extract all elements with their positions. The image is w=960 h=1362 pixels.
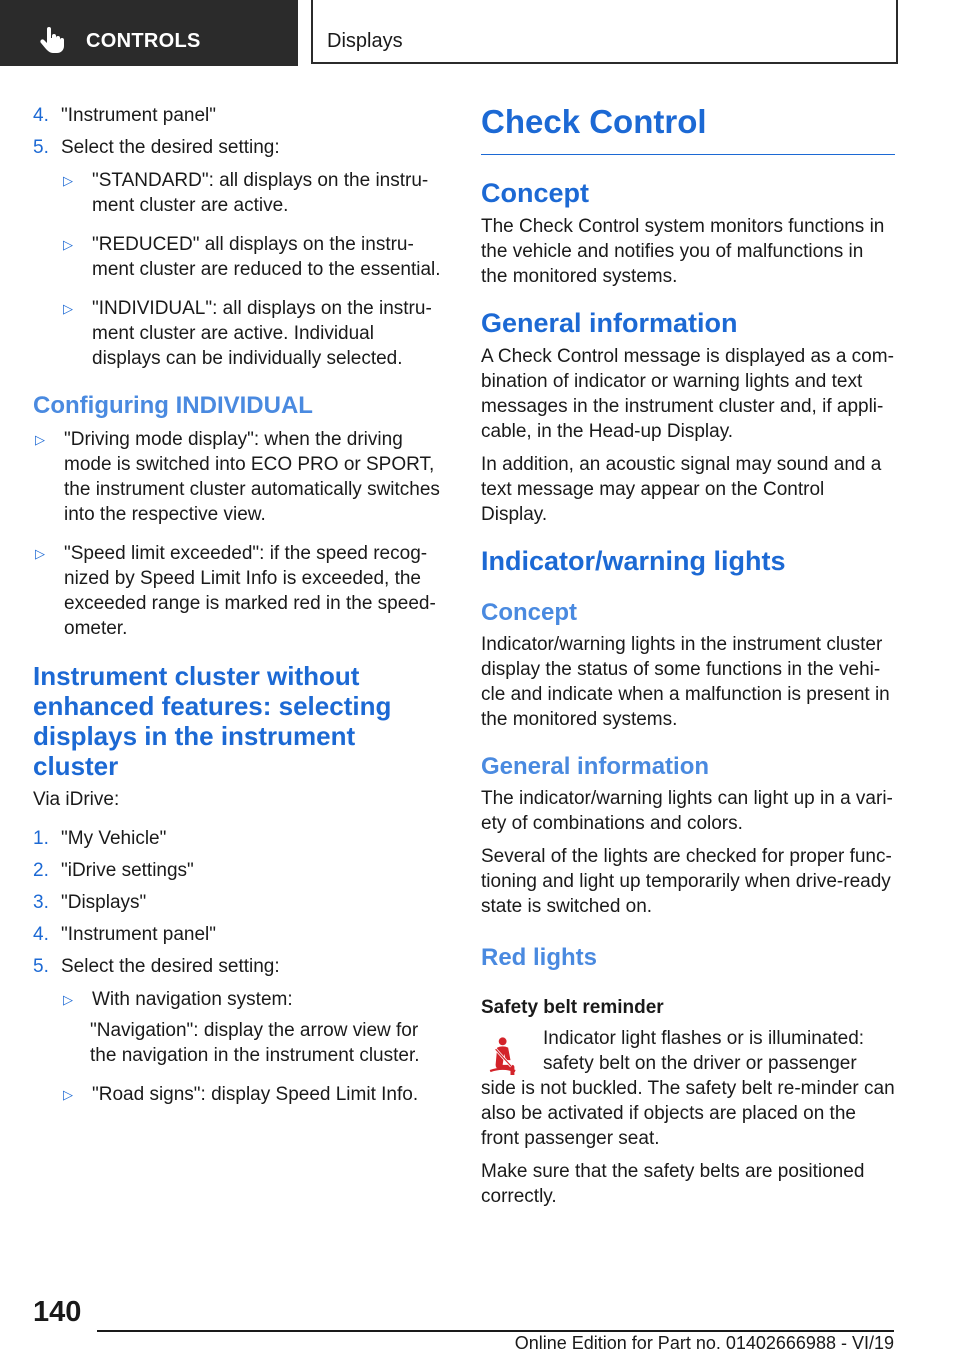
heading-concept: Concept [481, 178, 589, 208]
paragraph: In addition, an acoustic signal may sound and a text message may appear on the Control Display. [481, 454, 882, 525]
triangle-bullet-icon: ▷ [63, 992, 73, 1007]
list-item [61, 987, 445, 1012]
list-number: 4. [33, 105, 49, 126]
list-subtext: "Navigation": display the arrow view for the navigation in the instrument cluster. [90, 1020, 420, 1066]
list-text: "iDrive settings" [61, 860, 194, 881]
edition-text: Online Edition for Part no. 01402666988 - VI/19 [514, 1333, 894, 1353]
footer-divider [97, 1330, 894, 1332]
page-number: 140 [33, 1296, 82, 1328]
paragraph: Make sure that the safety belts are positioned correctly. [481, 1161, 865, 1207]
heading-instrument-cluster: Instrument cluster without enhanced features: selecting displays in the instrument cluster [33, 661, 392, 781]
list-number: 1. [33, 828, 49, 849]
list-number: 5. [33, 137, 49, 158]
paragraph: The Check Control system monitors functions in the vehicle and notifies you of malfunctions in the monitored systems. [481, 216, 885, 287]
list-number: 3. [33, 892, 49, 913]
heading-lights-concept: Concept [481, 599, 577, 626]
list-text: "Instrument panel" [61, 924, 217, 945]
right-column [481, 100, 895, 1209]
numbered-list [33, 826, 445, 979]
list-text: "Displays" [61, 892, 147, 913]
heading-general-information: General information [481, 308, 738, 338]
list-number: 2. [33, 860, 49, 881]
list-item [33, 890, 445, 915]
chapter-label: CONTROLS [86, 30, 201, 52]
numbered-list [33, 103, 445, 160]
list-item [33, 858, 445, 883]
paragraph: Several of the lights are checked for proper func-tioning and light up temporarily when drive-ready state is switched on. [481, 846, 892, 917]
list-item [61, 168, 445, 218]
list-text: "STANDARD": all displays on the instru-ment cluster are active. [92, 170, 429, 216]
page-title: Check Control [481, 100, 895, 155]
triangle-bullet-icon: ▷ [35, 432, 45, 447]
paragraph: A Check Control message is displayed as a com-bination of indicator or warning lights and text messages in the instrument cluster and, if appli-cable, in the Head-up Display. [481, 346, 894, 442]
list-item [33, 135, 445, 160]
heading-configuring-individual: Configuring INDIVIDUAL [33, 392, 313, 419]
paragraph: Indicator light flashes or is illuminated: safety belt on the driver or passenger side is not buckled. The safety belt re-minder can also be activated if objects are placed on the front passenger seat. [481, 1028, 895, 1149]
bullet-list [33, 987, 445, 1012]
triangle-bullet-icon: ▷ [35, 546, 45, 561]
paragraph: The indicator/warning lights can light up in a vari-ety of combinations and colors. [481, 788, 893, 834]
heading-safety-belt-reminder: Safety belt reminder [481, 997, 664, 1018]
list-item [61, 296, 445, 371]
list-text: "INDIVIDUAL": all displays on the instru-ment cluster are active. Individual displays can be individually selected. [92, 298, 432, 369]
hand-pointer-icon [38, 26, 66, 54]
list-text: "Instrument panel" [61, 105, 217, 126]
list-text: "Speed limit exceeded": if the speed recog-nized by Speed Limit Info is exceeded, the exceeded range is marked red in the speed-ometer. [64, 543, 436, 639]
seatbelt-warning-icon [487, 1031, 523, 1083]
list-item [33, 922, 445, 947]
section-title: Displays [327, 30, 403, 52]
list-number: 4. [33, 924, 49, 945]
list-text: "Road signs": display Speed Limit Info. [92, 1084, 419, 1105]
list-item [33, 954, 445, 979]
bullet-list [33, 168, 445, 371]
list-text: Select the desired setting: [61, 137, 280, 158]
list-item [61, 1082, 445, 1107]
heading-indicator-warning-lights: Indicator/warning lights [481, 546, 786, 576]
triangle-bullet-icon: ▷ [63, 301, 73, 316]
triangle-bullet-icon: ▷ [63, 173, 73, 188]
via-idrive: Via iDrive: [33, 789, 120, 810]
bullet-list [33, 1082, 445, 1107]
heading-red-lights: Red lights [481, 944, 598, 971]
list-number: 5. [33, 956, 49, 977]
list-text: Select the desired setting: [61, 956, 280, 977]
triangle-bullet-icon: ▷ [63, 237, 73, 252]
list-item [61, 232, 445, 282]
list-item [33, 541, 445, 641]
list-text: "Driving mode display": when the driving mode is switched into ECO PRO or SPORT, the instrument cluster automatically switches into the respective view. [64, 429, 440, 525]
triangle-bullet-icon: ▷ [63, 1087, 73, 1102]
safety-belt-block [481, 1023, 895, 1151]
list-item [33, 103, 445, 128]
list-item [33, 826, 445, 851]
heading-lights-general: General information [481, 753, 710, 780]
left-column [33, 100, 445, 1121]
list-text: With navigation system: [92, 989, 293, 1010]
bullet-list [33, 427, 445, 641]
paragraph: Indicator/warning lights in the instrument cluster display the status of some functions in the vehi-cle and indicate when a malfunction is present in the monitored systems. [481, 634, 890, 730]
section-header [311, 0, 898, 64]
list-item [33, 427, 445, 527]
list-text: "My Vehicle" [61, 828, 167, 849]
list-text: "REDUCED" all displays on the instru-ment cluster are reduced to the essential. [92, 234, 441, 280]
chapter-tab [0, 0, 298, 66]
